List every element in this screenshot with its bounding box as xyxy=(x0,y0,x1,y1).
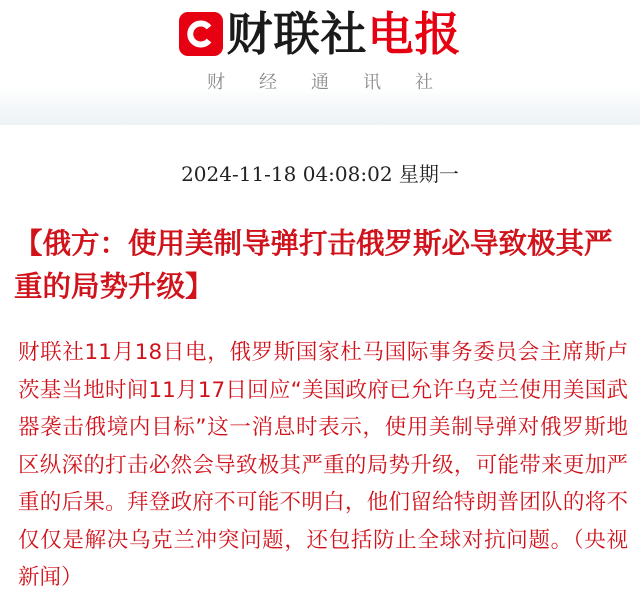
article-body: 财联社11月18日电，俄罗斯国家杜马国际事务委员会主席斯卢茨基当地时间11月17日回应“美国政府已允许乌克兰使用美国武器袭击俄境内目标”这一消息时表示，使用美制导弹对俄罗斯地区纵深的打击必然会导致极其严重的局势升级，可能带来更加严重的后果。拜登政府不可能不明白，他们留给特朗普团队的将不仅仅是解决乌克兰冲突问题，还包括防止全球对抗问题。（央视新闻） xyxy=(18,340,628,590)
logo-name: 财联社 xyxy=(226,7,368,61)
agency-subtitle: 财经通讯社 xyxy=(207,72,467,93)
masthead xyxy=(0,0,640,125)
brand-logo xyxy=(0,6,640,62)
publish-datetime: 2024-11-18 04:08:02 星期一 xyxy=(181,162,459,186)
c-badge-icon xyxy=(179,12,223,56)
logo-telegraph: 电报 xyxy=(367,7,462,61)
c-letter-glyph xyxy=(185,18,217,50)
article-headline: 【俄方：使用美制导弹打击俄罗斯必导致极其严重的局势升级】 xyxy=(14,227,613,303)
